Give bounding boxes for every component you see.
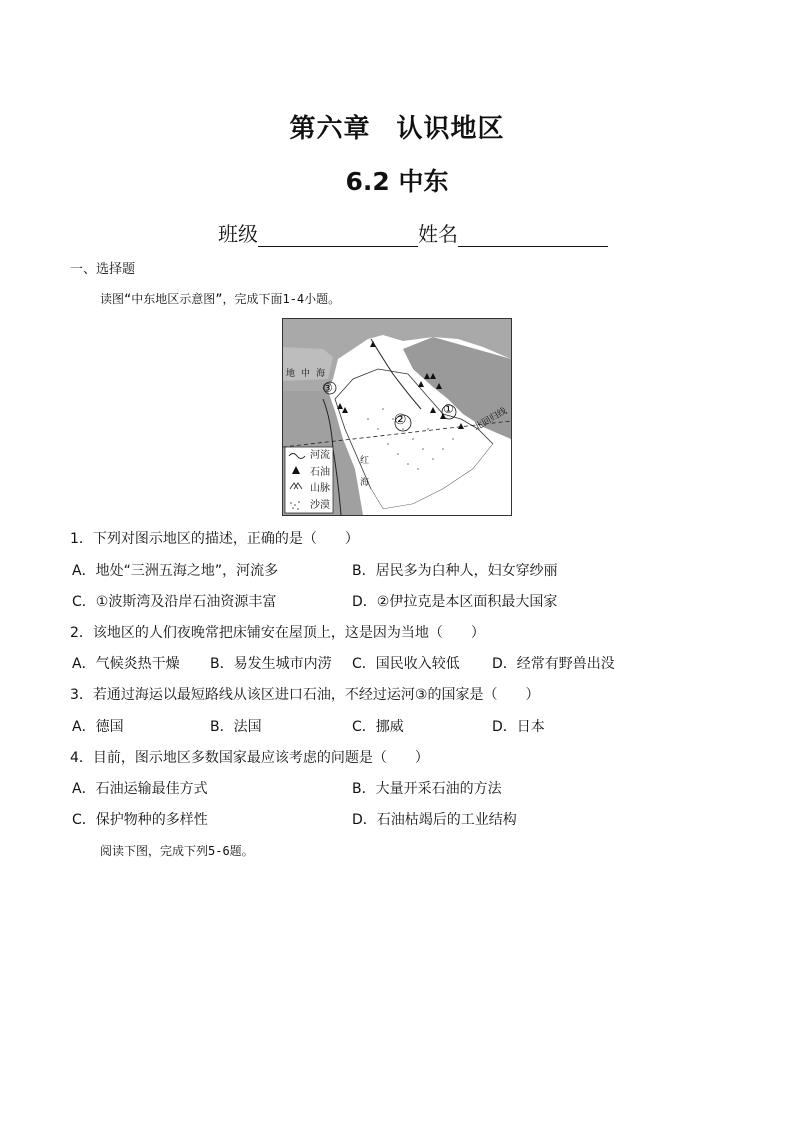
intro-text-2: 阅读下图，完成下列5-6题。 — [100, 844, 254, 858]
chapter-title — [0, 108, 794, 145]
legend-oil: 石油 — [310, 466, 330, 478]
name-blank[interactable] — [458, 224, 608, 247]
question-4-stem: 4．目前，图示地区多数国家最应该考虑的问题是（ ） — [70, 750, 429, 766]
intro-text-1: 读图“中东地区示意图”，完成下面1-4小题。 — [100, 292, 341, 306]
question-3-option-a[interactable]: A．德国 — [72, 719, 124, 735]
question-2-option-a[interactable]: A．气候炎热干燥 — [72, 656, 180, 672]
student-info-line — [218, 218, 608, 247]
chapter-number: 第六章 — [289, 114, 371, 144]
question-4-option-c[interactable]: C．保护物种的多样性 — [72, 812, 208, 828]
question-3-stem: 3．若通过海运以最短路线从该区进口石油，不经过运河③的国家是（ ） — [70, 687, 540, 703]
question-1-option-d[interactable]: D．②伊拉克是本区面积最大国家 — [352, 594, 558, 610]
question-2-option-d[interactable]: D．经常有野兽出没 — [492, 656, 615, 672]
question-1-stem: 1．下列对图示地区的描述，正确的是（ ） — [70, 531, 359, 547]
question-2-option-c[interactable]: C．国民收入较低 — [352, 656, 460, 672]
section-heading: 一、选择题 — [70, 262, 136, 277]
class-blank[interactable] — [258, 224, 418, 247]
legend-mountain: 山脉 — [310, 483, 330, 494]
legend-desert: 沙漠 — [310, 499, 330, 511]
map-legend — [310, 448, 330, 514]
question-1-option-b[interactable]: B．居民多为白种人，妇女穿纱丽 — [352, 563, 558, 579]
name-label: 姓名 — [418, 222, 458, 246]
question-4-option-b[interactable]: B．大量开采石油的方法 — [352, 781, 502, 797]
map-label-tropic: 北回归线 — [472, 406, 509, 434]
lesson-title: 6.2 中东 — [345, 167, 449, 196]
question-2-stem: 2．该地区的人们夜晚常把床铺安在屋顶上，这是因为当地（ ） — [70, 625, 485, 641]
question-3-option-c[interactable]: C．挪威 — [352, 719, 404, 735]
question-3-option-d[interactable]: D．日本 — [492, 719, 545, 735]
legend-river: 河流 — [310, 450, 330, 461]
map-mark-2: ② — [394, 412, 407, 428]
question-4-option-a[interactable]: A．石油运输最佳方式 — [72, 781, 208, 797]
map-mark-3: ③ — [322, 381, 333, 395]
question-4-option-d[interactable]: D．石油枯竭后的工业结构 — [352, 812, 517, 828]
question-1-option-a[interactable]: A．地处“三洲五海之地”，河流多 — [72, 563, 279, 579]
map-label-mediterranean: 地中海 — [286, 369, 332, 379]
class-label: 班级 — [218, 222, 258, 246]
question-3-option-b[interactable]: B．法国 — [210, 719, 262, 735]
map-label-red-sea: 红海 — [360, 456, 370, 488]
chapter-name: 认识地区 — [396, 114, 505, 144]
question-2-option-b[interactable]: B．易发生城市内涝 — [210, 656, 332, 672]
map-mark-1: ① — [443, 402, 454, 416]
question-1-option-c[interactable]: C．①波斯湾及沿岸石油资源丰富 — [72, 594, 277, 610]
